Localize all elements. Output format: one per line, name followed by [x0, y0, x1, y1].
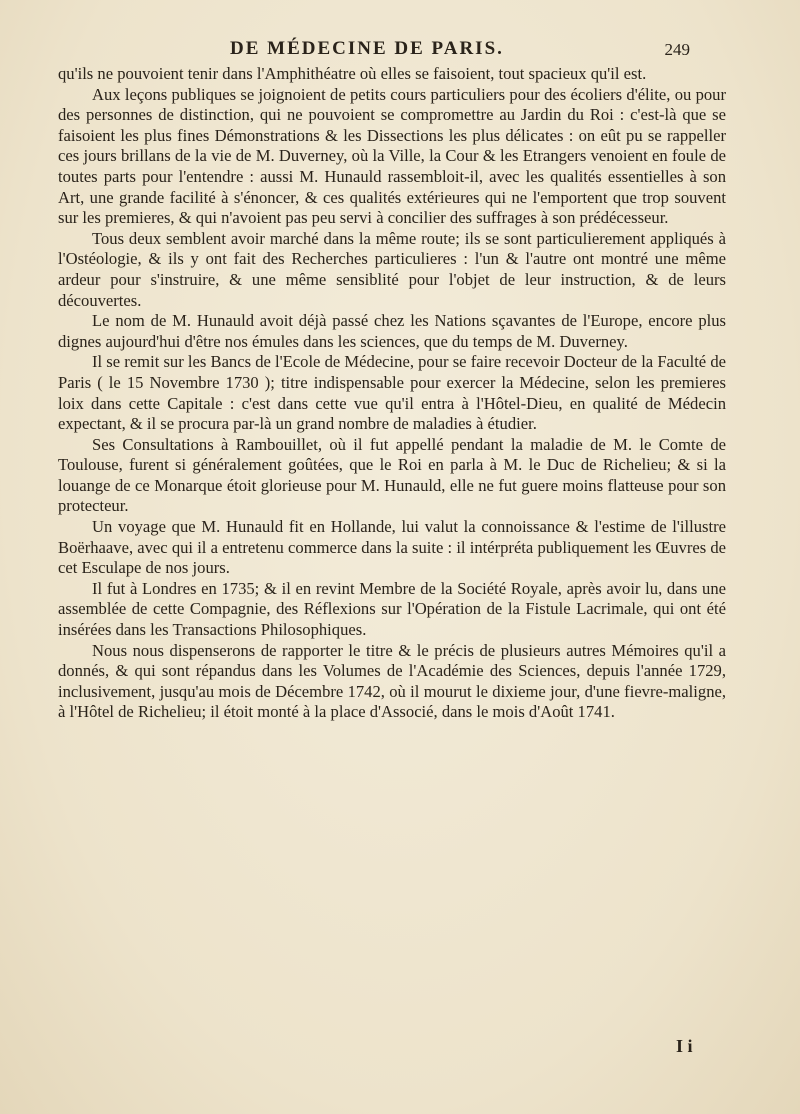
body-text: [58, 64, 726, 723]
signature-mark: I i: [676, 1036, 693, 1056]
paragraph: Ses Consultations à Rambouillet, où il fut appellé pendant la maladie de M. le Comte de Toulouse, furent si généralement goûtées, que le Roi en parla à M. le Duc de Richelieu; & si la louange de ce Monarque étoit glorieuse pour M. Hunauld, elle ne fut guere moins flatteuse pour son protecteur.: [58, 434, 726, 516]
paragraph: qu'ils ne pouvoient tenir dans l'Amphithéatre où elles se faisoient, tout spacieux qu'il est.: [58, 64, 647, 83]
paragraph: Aux leçons publiques se joignoient de petits cours particuliers pour des écoliers d'élite, ou pour des personnes de distinction, qui ne pouvoient se compromettre au Jardin du Roi : c'est-là que se faisoient les plus fines Démonstrations & les Dissections les plus délicates : on eût pu se rappeller ces jours brillans de la vie de M. Duverney, où la Ville, la Cour & les Etrangers venoient en foule de toutes parts pour l'entendre : aussi M. Hunauld rassembloit-il, avec les qualités essentielles à son Art, une grande facilité à s'énoncer, & ces qualités extérieures qui ne l'emportent que trop souvent sur les premieres, & qui n'avoient pas peu servi à concilier des suffrages à son prédécesseur.: [58, 84, 726, 228]
paragraph: Le nom de M. Hunauld avoit déjà passé chez les Nations sçavantes de l'Europe, encore plus dignes aujourd'hui d'être nos émules dans les sciences, que du temps de M. Duverney.: [58, 311, 726, 351]
paragraph: Un voyage que M. Hunauld fit en Hollande, lui valut la connoissance & l'estime de l'illustre Boërhaave, avec qui il a entretenu commerce dans la suite : il intérpréta publiquement les Œuvres de cet Esculape de nos jours.: [58, 517, 726, 578]
page-number: 249: [664, 40, 690, 59]
running-title: DE MÉDECINE DE PARIS.: [230, 38, 504, 59]
paragraph: Tous deux semblent avoir marché dans la même route; ils se sont particulierement appliqués à l'Ostéologie, & ils y ont fait des Recherches particulieres : l'un & l'autre ont montré une même ardeur pour s'instruire, & une même sensiblité pour l'objet de leur instruction, & de leurs découvertes.: [58, 228, 726, 310]
paragraph: Il fut à Londres en 1735; & il en revint Membre de la Société Royale, après avoir lu, dans une assemblée de cette Compagnie, des Réflexions sur l'Opération de la Fistule Lacrimale, qui ont été insérées dans les Transactions Philosophiques.: [58, 578, 726, 640]
running-head: [230, 38, 690, 62]
paragraph: Nous nous dispenserons de rapporter le titre & le précis de plusieurs autres Mémoires qu'il a donnés, & qui sont répandus dans les Volumes de l'Académie des Sciences, depuis l'année 1729, inclusivement, jusqu'au mois de Décembre 1742, où il mourut le dixieme jour, d'une fievre-maligne, à l'Hôtel de Richelieu; il étoit monté à la place d'Associé, dans le mois d'Août 1741.: [58, 640, 726, 722]
paragraph: Il se remit sur les Bancs de l'Ecole de Médecine, pour se faire recevoir Docteur de la Faculté de Paris ( le 15 Novembre 1730 ); titre indispensable pour exercer la Médecine, selon les premieres loix dans cette Capitale : c'est dans cette vue qu'il entra à l'Hôtel-Dieu, en qualité de Médecin expectant, & il se procura par-là un grand nombre de maladies à étudier.: [58, 352, 726, 434]
